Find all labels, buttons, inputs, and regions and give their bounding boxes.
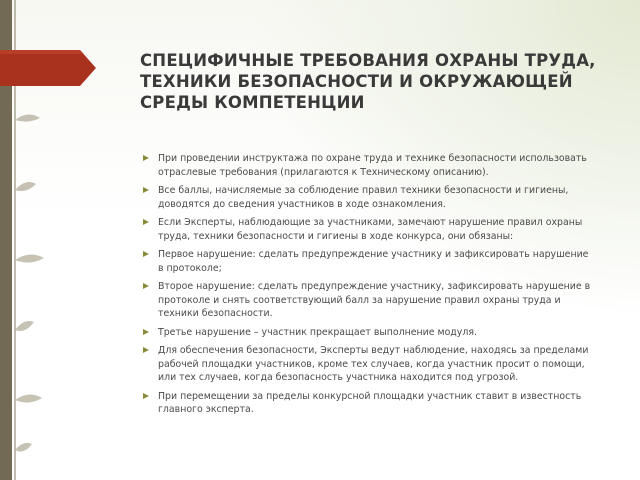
bullet-text: При перемещении за пределы конкурсной площадки участник ставит в известность главного эксперта. [158,390,582,415]
bullet-arrow-icon [143,187,149,193]
bullet-item [143,390,593,417]
bullet-text: Третье нарушение – участник прекращает выполнение модуля. [158,326,477,338]
bullet-item [143,184,593,211]
bullet-arrow-icon [143,347,149,353]
bullet-arrow-icon [143,329,149,335]
bullet-item [143,216,593,243]
title-accent-tab [0,50,96,86]
bullet-arrow-icon [143,219,149,225]
bullet-arrow-icon [143,155,149,161]
bullet-item [143,152,593,179]
bullet-arrow-icon [143,393,149,399]
bullet-item [143,280,593,321]
bullet-item [143,344,593,385]
bullet-item [143,326,593,340]
bullet-text: Для обеспечения безопасности, Эксперты ведут наблюдение, находясь за пределами рабочей площадки участников, кроме тех случаев, когда участник просит о помощи, или тех случаев, когда безопасность участника находится под угрозой. [158,345,589,383]
bullet-text: При проведении инструктажа по охране труда и технике безопасности использовать отраслевые требования (прилагаются к Техническому описанию). [158,153,587,178]
bullet-arrow-icon [143,251,149,257]
bullet-text: Если Эксперты, наблюдающие за участниками, замечают нарушение правил охраны труда, техники безопасности и гигиены в ходе конкурса, они обязаны: [158,217,583,242]
bullet-list [143,152,593,422]
bullet-arrow-icon [143,283,149,289]
bullet-text: Второе нарушение: сделать предупреждение участнику, зафиксировать нарушение в протоколе и снять соответствующий балл за нарушение правил охраны труда и техники безопасности. [158,281,591,319]
bullet-text: Все баллы, начисляемые за соблюдение правил техники безопасности и гигиены, доводятся до сведения участников в ходе ознакомления. [158,185,569,210]
bullet-item [143,248,593,275]
bullet-text: Первое нарушение: сделать предупреждение участнику и зафиксировать нарушение в протоколе; [158,249,589,274]
slide-title: СПЕЦИФИЧНЫЕ ТРЕБОВАНИЯ ОХРАНЫ ТРУДА, ТЕХНИКИ БЕЗОПАСНОСТИ И ОКРУЖАЮЩЕЙ СРЕДЫ КОМПЕТЕНЦИИ [140,51,596,112]
